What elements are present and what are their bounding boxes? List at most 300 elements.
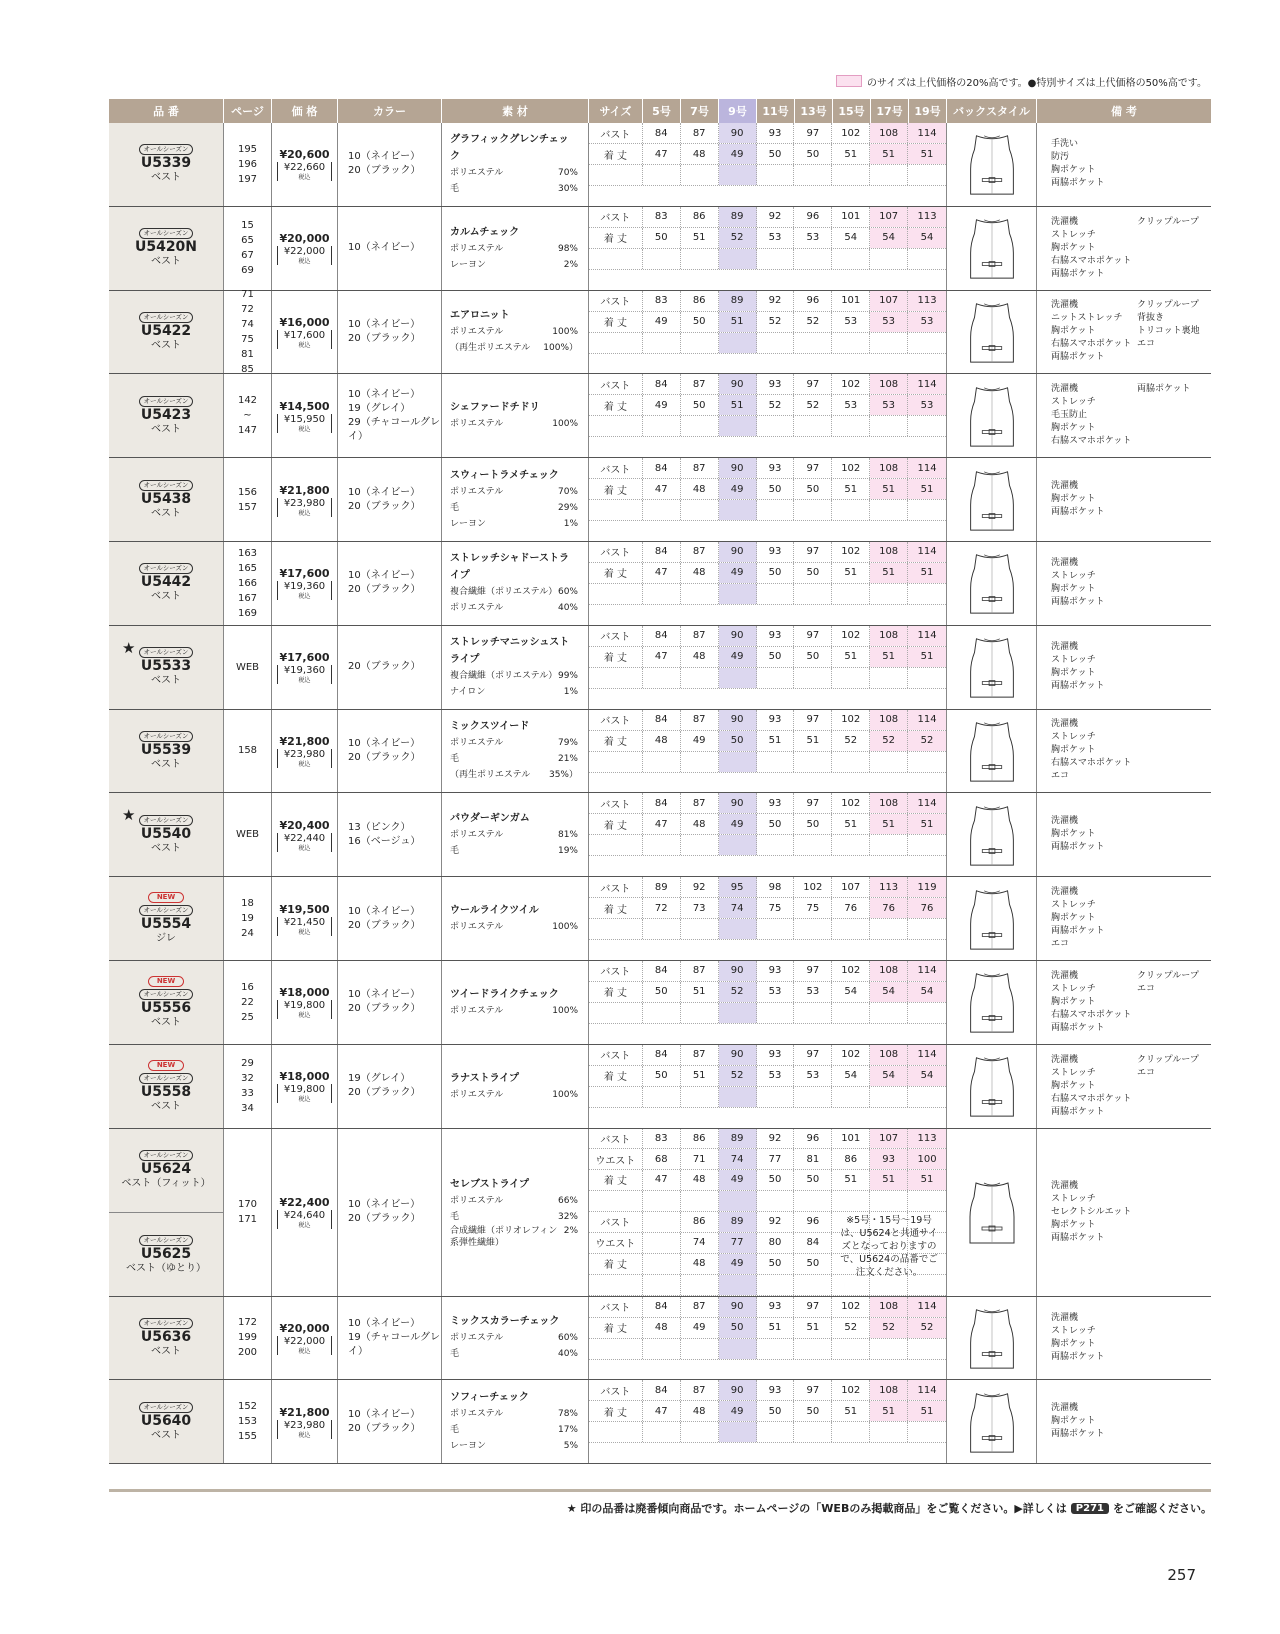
size-value: 83 — [643, 291, 681, 311]
size-label: 着 丈 — [589, 647, 643, 667]
material-line — [450, 181, 578, 197]
price-tax-value: ¥22,000 — [283, 1335, 326, 1347]
colors-cell — [338, 877, 442, 960]
size-label — [589, 165, 643, 185]
footer-pre: ★ 印の品番は廃番傾向商品です。ホームページの「WEBのみ掲載商品」をご覧ください。▶詳しくは — [566, 1502, 1067, 1515]
material-line — [450, 827, 578, 843]
size-value — [719, 1339, 757, 1359]
fiber-pct: 99% — [557, 671, 578, 682]
size-value — [908, 1422, 946, 1442]
size-row — [589, 374, 946, 395]
fiber: レーヨン — [450, 259, 487, 270]
size-value — [870, 1003, 908, 1023]
size-value: 93 — [757, 1045, 795, 1065]
page-ref: 16 — [241, 981, 254, 993]
colors-cell — [338, 374, 442, 457]
remark: 洗濯機 — [1051, 1180, 1079, 1191]
remark — [1137, 680, 1207, 693]
size-value: 114 — [908, 458, 946, 478]
size-value: 84 — [643, 458, 681, 478]
size-value: 50 — [719, 731, 757, 751]
remark — [1137, 938, 1207, 951]
size-value: 51 — [681, 1066, 719, 1086]
fiber: レーヨン — [450, 519, 487, 530]
remark: 両脇ポケット — [1051, 1351, 1105, 1362]
size-label — [589, 584, 643, 604]
price-base: ¥22,400 — [279, 1196, 330, 1210]
price-tax-included — [277, 917, 332, 936]
color-option: 10（ネイビー） — [348, 242, 421, 254]
colors-cell — [338, 123, 442, 206]
size-cell — [589, 1129, 947, 1296]
size-value: 49 — [719, 1254, 757, 1274]
size-cell — [589, 374, 947, 457]
size-value: 114 — [908, 793, 946, 813]
size-value: 47 — [643, 144, 681, 164]
back-style — [947, 291, 1037, 374]
size-value: 90 — [719, 710, 757, 730]
material-name: カルムチェック — [450, 226, 520, 238]
size-value: 47 — [643, 647, 681, 667]
colors-cell — [338, 1297, 442, 1380]
tax-label: 税込 — [298, 341, 311, 349]
material-name: パウダーギンガム — [450, 813, 530, 825]
colors-cell — [338, 1380, 442, 1463]
fiber-pct: 40% — [557, 1349, 578, 1360]
remark: エコ — [1051, 771, 1070, 782]
size-value: 90 — [719, 123, 757, 143]
size-row — [589, 1003, 946, 1024]
price-tax-value: ¥22,660 — [283, 162, 326, 174]
bottom-rule — [109, 1489, 1211, 1492]
size-value: 102 — [832, 458, 870, 478]
page-ref: 156 — [237, 486, 258, 498]
product-code: U5420N — [134, 239, 198, 256]
size-value: 93 — [757, 626, 795, 646]
size-value — [643, 668, 681, 688]
size-value — [870, 584, 908, 604]
size-value: 52 — [719, 982, 757, 1002]
fiber: ポリエステル — [450, 1409, 504, 1420]
product-category: ベスト — [151, 591, 181, 603]
remark: 両脇ポケット — [1051, 1106, 1105, 1117]
size-value — [719, 249, 757, 269]
pages-cell — [224, 1129, 272, 1296]
size-value: 49 — [681, 1318, 719, 1338]
season-badge: オールシーズン — [139, 1073, 194, 1084]
size-value: 75 — [794, 898, 832, 918]
page-ref: 147 — [237, 425, 258, 437]
price-tax-included — [277, 1084, 332, 1103]
size-value: 102 — [832, 123, 870, 143]
product-number-cell — [109, 374, 224, 457]
tax-label: 税込 — [298, 1222, 311, 1230]
fiber: ポリエステル — [450, 327, 504, 338]
size-value: 92 — [757, 1129, 795, 1149]
size-value: 49 — [719, 563, 757, 583]
remark: 右脇スマホポケット — [1051, 436, 1132, 447]
remark: エコ — [1137, 339, 1156, 350]
size-value: 97 — [794, 710, 832, 730]
size-value: 108 — [870, 374, 908, 394]
remark: クリップループ — [1137, 970, 1199, 981]
remark: 胸ポケット — [1051, 996, 1096, 1007]
size-value: 51 — [794, 1318, 832, 1338]
back-style — [947, 626, 1037, 709]
page-ref: 69 — [241, 265, 254, 277]
size-value — [681, 584, 719, 604]
fiber-pct: 100% — [552, 922, 578, 933]
size-row — [589, 835, 946, 856]
product-category: ベスト — [151, 1100, 181, 1112]
header-material: 素 材 — [442, 99, 589, 123]
page-ref: 19 — [241, 913, 254, 925]
size-label: 着 丈 — [589, 1066, 643, 1086]
remark: 洗濯機 — [1051, 216, 1079, 227]
header-s5: 5号 — [643, 99, 681, 123]
size-value: 83 — [643, 207, 681, 227]
remark — [1137, 1193, 1207, 1206]
size-value — [832, 1339, 870, 1359]
back-style — [947, 1297, 1037, 1380]
color-option: 16（ベージュ） — [348, 835, 421, 847]
size-value: 51 — [908, 1401, 946, 1421]
size-value: 93 — [757, 793, 795, 813]
tax-label: 税込 — [298, 677, 311, 685]
remark — [1137, 1022, 1207, 1035]
material-cell — [442, 291, 589, 374]
size-value: 102 — [832, 1045, 870, 1065]
notice-text: のサイズは上代価格の20%高です。●特別サイズは上代価格の50%高です。 — [867, 77, 1207, 89]
color-option: 10（ネイビー） — [348, 388, 421, 400]
page-ref: ~ — [243, 410, 252, 422]
size-value: 87 — [681, 1297, 719, 1317]
colors-cell — [338, 1129, 442, 1296]
remark — [1137, 480, 1207, 493]
back-style — [947, 710, 1037, 793]
size-value: 50 — [757, 814, 795, 834]
size-value: 53 — [870, 395, 908, 415]
remark — [1137, 409, 1207, 422]
size-value — [681, 416, 719, 436]
product-code: U5423 — [140, 406, 192, 423]
size-value: 49 — [643, 395, 681, 415]
page-ref-badge[interactable]: P271 — [1071, 1503, 1109, 1514]
size-value: 87 — [681, 1380, 719, 1400]
size-value: 102 — [832, 961, 870, 981]
remarks-cell — [1037, 123, 1211, 206]
price-tax-included — [277, 1336, 332, 1355]
product-category: ジレ — [156, 933, 176, 945]
product-row-double — [109, 1129, 1211, 1297]
page-ref: 169 — [237, 607, 258, 619]
size-label: バスト — [589, 1045, 643, 1065]
size-label: 着 丈 — [589, 144, 643, 164]
size-row — [589, 395, 946, 416]
price-cell — [272, 710, 338, 793]
material-line — [450, 324, 578, 340]
tax-label: 税込 — [298, 1431, 311, 1439]
size-value — [757, 919, 795, 939]
size-value — [870, 500, 908, 520]
material-line — [450, 668, 578, 684]
size-value: 108 — [870, 1297, 908, 1317]
size-cell — [589, 793, 947, 876]
size-value: 90 — [719, 793, 757, 813]
size-value: 51 — [870, 144, 908, 164]
color-option: 20（ブラック） — [348, 919, 421, 931]
fiber: ポリエステル — [450, 1005, 504, 1016]
size-label: 着 丈 — [589, 814, 643, 834]
remark: ストレッチ — [1051, 983, 1096, 994]
remark — [1137, 744, 1207, 757]
price-base: ¥20,400 — [279, 818, 330, 832]
remarks-cell — [1037, 1129, 1211, 1296]
price-cell — [272, 1297, 338, 1380]
size-value: 92 — [681, 877, 719, 897]
size-value — [719, 752, 757, 772]
remark — [1137, 1180, 1207, 1193]
size-value — [794, 835, 832, 855]
size-value: 102 — [832, 1297, 870, 1317]
product-number-cell — [109, 1129, 224, 1296]
size-row — [589, 1149, 946, 1170]
remarks-cell — [1037, 1380, 1211, 1463]
size-label: バスト — [589, 961, 643, 981]
price-tax-included — [277, 1420, 332, 1439]
fiber: ポリエステル — [450, 830, 504, 841]
size-value: 50 — [794, 647, 832, 667]
size-value: 90 — [719, 1045, 757, 1065]
size-value — [643, 835, 681, 855]
product-row — [109, 123, 1211, 207]
material-name: セレブストライプ — [450, 1178, 529, 1190]
price-base: ¥20,000 — [279, 232, 330, 246]
remark: 洗濯機 — [1051, 719, 1079, 730]
size-value: 90 — [719, 1297, 757, 1317]
product-number-cell — [109, 1380, 224, 1463]
size-value: 50 — [794, 479, 832, 499]
material-name: ウールライクツイル — [450, 905, 539, 917]
size-label: バスト — [589, 793, 643, 813]
size-value — [643, 1275, 681, 1295]
size-row — [589, 207, 946, 228]
size-cell — [589, 1297, 947, 1380]
size-value: 96 — [794, 1129, 832, 1149]
size-value: 97 — [794, 1297, 832, 1317]
size-value — [794, 416, 832, 436]
size-row — [589, 710, 946, 731]
header-price: 価 格 — [272, 99, 338, 123]
remark: 胸ポケット — [1051, 668, 1096, 679]
fiber-pct: 2% — [563, 259, 578, 270]
size-value: 51 — [832, 647, 870, 667]
product-number-cell — [109, 1297, 224, 1380]
page-ref: 195 — [237, 143, 258, 155]
remark: 右脇スマホポケット — [1051, 1093, 1132, 1104]
size-value — [757, 1422, 795, 1442]
size-value: 51 — [908, 563, 946, 583]
tax-label: 税込 — [298, 760, 311, 768]
size-value — [757, 249, 795, 269]
size-value: 114 — [908, 542, 946, 562]
remark — [1137, 177, 1207, 190]
price-base: ¥20,000 — [279, 1321, 330, 1335]
remarks-cell — [1037, 961, 1211, 1044]
size-row — [589, 961, 946, 982]
size-value — [794, 584, 832, 604]
size-value: 68 — [643, 1149, 681, 1169]
size-value — [719, 1003, 757, 1023]
fiber-pct: 5% — [563, 1441, 578, 1452]
price-tax-included — [277, 665, 332, 684]
size-label: バスト — [589, 1380, 643, 1400]
size-value: 74 — [719, 1149, 757, 1169]
remark: ストレッチ — [1051, 229, 1096, 240]
price-base: ¥17,600 — [279, 567, 330, 581]
remark: クリップループ — [1137, 300, 1199, 311]
size-value — [681, 1087, 719, 1107]
fiber: 毛 — [450, 1349, 460, 1360]
remark: 両脇ポケット — [1051, 1022, 1105, 1033]
product-number-cell — [109, 542, 224, 625]
size-row — [589, 165, 946, 186]
size-value: 48 — [681, 647, 719, 667]
size-value: 48 — [681, 479, 719, 499]
size-value: 113 — [908, 291, 946, 311]
size-value — [794, 249, 832, 269]
size-value: 51 — [832, 814, 870, 834]
material-cell — [442, 374, 589, 457]
material-cell — [442, 1297, 589, 1380]
price-cell — [272, 1045, 338, 1128]
size-label: ウエスト — [589, 1149, 643, 1169]
size-value — [870, 1191, 908, 1211]
colors-cell — [338, 961, 442, 1044]
remark — [1137, 925, 1207, 938]
remarks-cell — [1037, 374, 1211, 457]
size-value: 51 — [719, 312, 757, 332]
size-value: 48 — [643, 1318, 681, 1338]
size-row — [589, 668, 946, 689]
material-name: シェファードチドリ — [450, 402, 540, 414]
fiber-pct: 1% — [563, 687, 578, 698]
product-code: U5556 — [140, 999, 192, 1016]
size-value: 90 — [719, 374, 757, 394]
size-value — [643, 752, 681, 772]
remark: ストレッチ — [1051, 732, 1096, 743]
vest-back-icon — [962, 214, 1022, 282]
season-badge: オールシーズン — [139, 1235, 194, 1246]
size-value — [757, 1003, 795, 1023]
size-row — [589, 1339, 946, 1360]
material-cell — [442, 877, 589, 960]
size-value: 93 — [757, 1297, 795, 1317]
colors-cell — [338, 458, 442, 541]
size-value — [719, 835, 757, 855]
size-value — [832, 1003, 870, 1023]
vest-back-icon — [962, 1177, 1022, 1247]
size-value: 83 — [643, 1129, 681, 1149]
header-back: バックスタイル — [947, 99, 1037, 123]
page-ref: 72 — [241, 304, 254, 315]
size-value: 50 — [681, 312, 719, 332]
size-value: 50 — [794, 1254, 832, 1274]
size-row — [589, 333, 946, 354]
size-value: 102 — [832, 542, 870, 562]
tax-label: 税込 — [298, 1096, 311, 1104]
size-value — [643, 249, 681, 269]
remarks-cell — [1037, 793, 1211, 876]
size-cell — [589, 710, 947, 793]
size-value: 107 — [870, 1129, 908, 1149]
size-value: 86 — [681, 207, 719, 227]
fiber-pct: 98% — [557, 243, 578, 254]
material-name: ツイードライクチェック — [450, 988, 559, 1000]
size-value: 53 — [794, 982, 832, 1002]
product-code: U5640 — [140, 1412, 192, 1429]
remarks-cell — [1037, 291, 1211, 374]
material-line — [450, 600, 578, 616]
remark: 胸ポケット — [1051, 423, 1096, 434]
page-ref: 153 — [237, 1416, 258, 1428]
size-row — [589, 312, 946, 333]
color-option: 10（ネイビー） — [348, 486, 421, 498]
remark: 両脇ポケット — [1051, 1232, 1105, 1243]
size-value — [832, 1422, 870, 1442]
size-value — [794, 1087, 832, 1107]
color-option: 19（グレイ） — [348, 1073, 411, 1085]
size-value: 75 — [757, 898, 795, 918]
fiber-pct: 100% — [552, 419, 578, 430]
material-cell — [442, 123, 589, 206]
size-cell — [589, 626, 947, 709]
remark — [1137, 912, 1207, 925]
size-value: 102 — [832, 710, 870, 730]
size-value: 90 — [719, 542, 757, 562]
size-value: 47 — [643, 479, 681, 499]
page-ref: 29 — [241, 1058, 254, 1070]
price-cell — [272, 793, 338, 876]
pages-cell — [224, 961, 272, 1044]
price-cell — [272, 207, 338, 290]
pages-cell — [224, 458, 272, 541]
season-badge: オールシーズン — [139, 905, 194, 916]
size-value: 87 — [681, 374, 719, 394]
season-badge: オールシーズン — [139, 563, 194, 574]
size-value: 50 — [794, 1170, 832, 1190]
header-s9: 9号 — [719, 99, 757, 123]
remark: 両脇ポケット — [1137, 384, 1191, 395]
remark — [1137, 138, 1207, 151]
remark — [1137, 422, 1207, 435]
page-ref: 157 — [237, 501, 258, 513]
remark: セレクトシルエット — [1051, 1206, 1132, 1217]
material-line — [450, 1330, 578, 1346]
size-label: 着 丈 — [589, 1318, 643, 1338]
fiber: ポリエステル — [450, 487, 504, 498]
size-value — [794, 500, 832, 520]
colors-cell — [338, 542, 442, 625]
remark: 胸ポケット — [1051, 242, 1096, 253]
size-value: 47 — [643, 563, 681, 583]
color-option: 20（ブラック） — [348, 1213, 421, 1225]
header-size: サイズ — [589, 99, 643, 123]
header-s17: 17号 — [871, 99, 909, 123]
remarks-cell — [1037, 207, 1211, 290]
remark: ストレッチ — [1051, 571, 1096, 582]
remark: 胸ポケット — [1051, 913, 1096, 924]
